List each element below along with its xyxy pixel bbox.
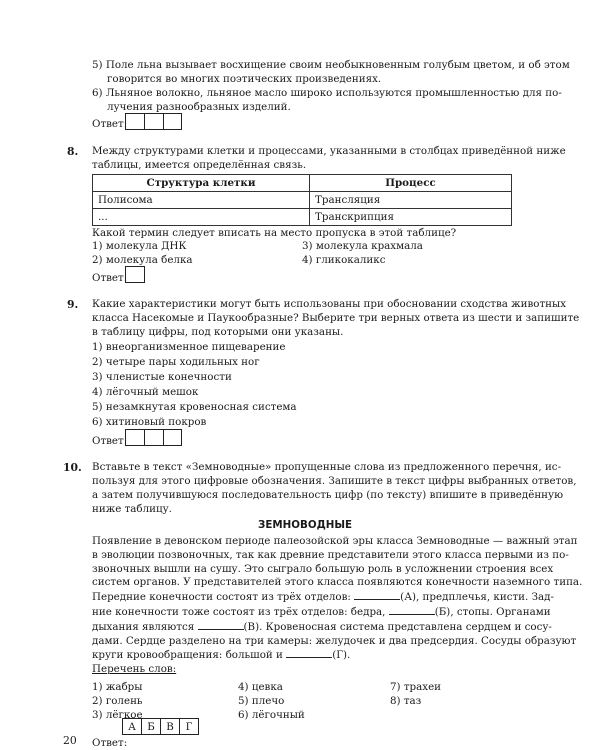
passage-line: дами. Сердце разделено на три камеры: желудочек и два предсердия. Сосуды образуют — [92, 634, 577, 647]
answer-letter: А — [123, 719, 142, 735]
word-option: 8) таз — [390, 695, 422, 707]
q9-option: 4) лёгочный мешок — [92, 386, 199, 398]
q7-option-5-line2: говорится во многих поэтических произведениях. — [107, 73, 382, 85]
q8-number: 8. — [67, 145, 79, 158]
q10-answer-label: Ответ: — [92, 737, 128, 749]
q8-answer-box[interactable] — [125, 266, 145, 283]
passage-line: в эволюции позвоночных, так как древние представители этого класса первыми из по- — [92, 548, 569, 561]
q9-text-line3: в таблицу цифры, под которыми они указаны. — [92, 326, 344, 338]
q8-option: 1) молекула ДНК — [92, 240, 187, 252]
word-option: 1) жабры — [92, 681, 143, 693]
q10-list-title: Перечень слов: — [92, 663, 177, 675]
q7-option-6-line2: лучения разнообразных изделий. — [107, 101, 291, 113]
blank-d[interactable] — [286, 648, 332, 658]
q9-option: 1) внеорганизменное пищеварение — [92, 341, 286, 353]
q8-option: 3) молекула крахмала — [302, 240, 423, 252]
q10-intro-line3: а затем получившуюся последовательность цифр (по тексту) впишите в приведённую — [92, 489, 564, 501]
q8-option: 4) гликокаликс — [302, 254, 386, 266]
q7-option-5-line1: 5) Поле льна вызывает восхищение своим необыкновенным голубым цветом, и об этом — [92, 59, 570, 71]
word-option: 2) голень — [92, 695, 143, 707]
q10-passage — [92, 535, 582, 663]
q8-question: Какой термин следует вписать на место пропуска в этой таблице? — [92, 227, 457, 239]
q8-option: 2) молекула белка — [92, 254, 193, 266]
answer-letter: Б — [142, 719, 161, 735]
answer-letter: В — [161, 719, 180, 735]
q9-option: 6) хитиновый покров — [92, 416, 207, 428]
passage-line: звоночных вышли на сушу. Это сыграло большую роль в усложнении строения всех — [92, 562, 554, 575]
q7-answer-label: Ответ: — [92, 118, 128, 130]
q8-cell: Трансляция — [310, 192, 512, 209]
q9-option: 2) четыре пары ходильных ног — [92, 356, 260, 368]
word-option: 7) трахеи — [390, 681, 442, 693]
q8-header-structure: Структура клетки — [93, 175, 310, 192]
q8-cell: ... — [93, 209, 310, 226]
page-number: 20 — [63, 734, 77, 747]
q8-answer-label: Ответ: — [92, 272, 128, 284]
q9-answer-boxes[interactable] — [125, 429, 182, 446]
q8-structure-table — [92, 174, 512, 226]
q7-answer-boxes[interactable] — [125, 113, 182, 130]
blank-a[interactable] — [354, 590, 400, 600]
passage-line: систем органов. У представителей этого класса появляются конечности наземного типа. — [92, 576, 583, 589]
q8-cell: Транскрипция — [310, 209, 512, 226]
q9-text-line2: класса Насекомые и Паукообразные? Выберите три верных ответа из шести и запишите — [92, 312, 580, 324]
word-option: 5) плечо — [238, 695, 285, 707]
word-option: 4) цевка — [238, 681, 283, 693]
answer-letter: Г — [180, 719, 199, 735]
blank-c[interactable] — [198, 620, 244, 630]
q9-option: 3) членистые конечности — [92, 371, 232, 383]
q7-option-6-line1: 6) Льняное волокно, льняное масло широко используются промышленностью для по- — [92, 87, 562, 99]
q10-text-title: ЗЕМНОВОДНЫЕ — [258, 519, 353, 531]
q8-cell: Полисома — [93, 192, 310, 209]
q10-intro-line2: пользуя для этого цифровые обозначения. Запишите в текст цифры выбранных ответов, — [92, 475, 577, 487]
passage-line: круги кровообращения: большой и (Г). — [92, 649, 351, 662]
q8-text-line1: Между структурами клетки и процессами, указанными в столбцах приведённой ниже — [92, 145, 566, 157]
q9-answer-label: Ответ: — [92, 435, 128, 447]
q8-text-line2: таблицы, имеется определённая связь. — [92, 159, 307, 171]
passage-line: Передние конечности состоят из трёх отделов: (А), предплечья, кисти. Зад- — [92, 591, 554, 604]
q9-number: 9. — [67, 298, 79, 311]
q10-answer-table[interactable] — [122, 718, 199, 735]
passage-line: дыхания являются (В). Кровеносная система представлена сердцем и сосу- — [92, 620, 552, 633]
q10-number: 10. — [63, 461, 82, 474]
passage-line: Появление в девонском периоде палеозойской эры класса Земноводные — важный этап — [92, 535, 578, 547]
word-option: 3) лёгкое — [92, 709, 143, 721]
q8-header-process: Процесс — [310, 175, 512, 192]
q9-option: 5) незамкнутая кровеносная система — [92, 401, 297, 413]
word-option: 6) лёгочный — [238, 709, 305, 721]
q10-intro-line1: Вставьте в текст «Земноводные» пропущенные слова из предложенного перечня, ис- — [92, 461, 562, 473]
passage-line: ние конечности тоже состоят из трёх отделов: бедра, (Б), стопы. Органами — [92, 605, 551, 618]
q10-intro-line4: ниже таблицу. — [92, 503, 172, 515]
blank-b[interactable] — [389, 605, 435, 615]
q9-text-line1: Какие характеристики могут быть использованы при обосновании сходства животных — [92, 298, 567, 310]
